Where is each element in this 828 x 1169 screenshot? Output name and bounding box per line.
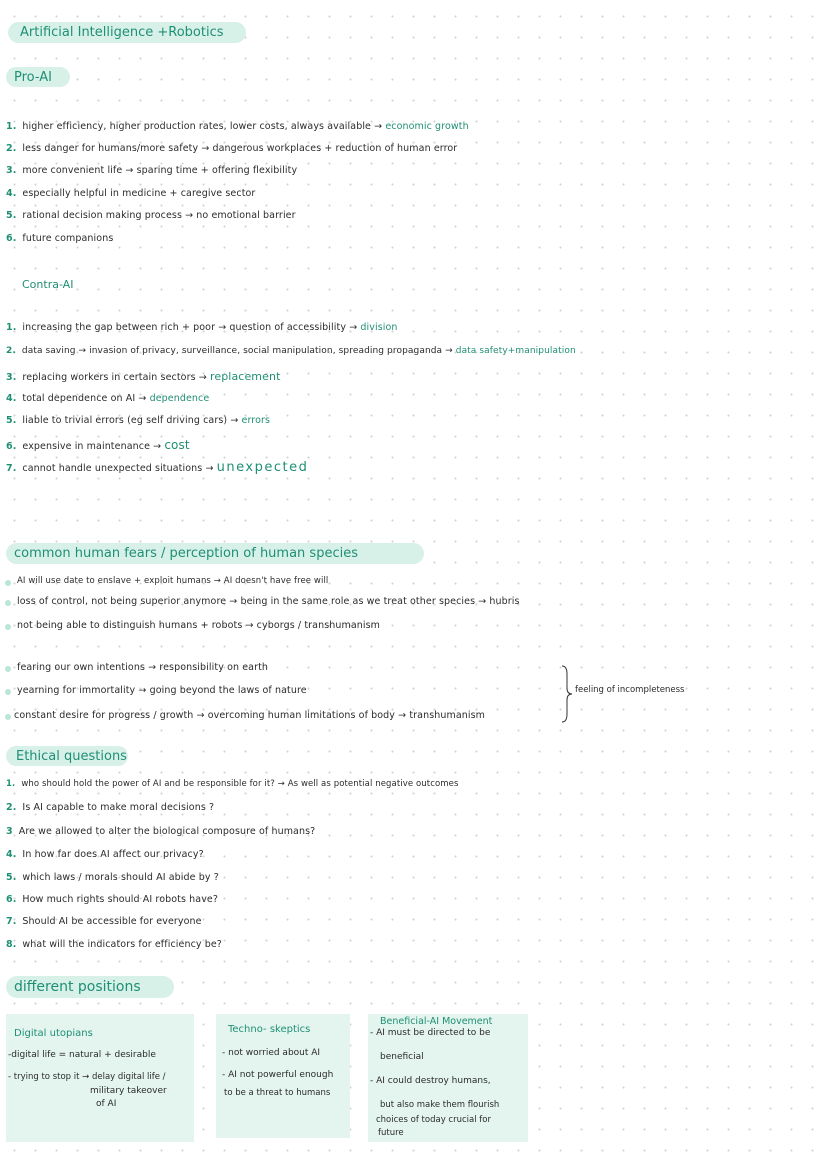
box-title: Digital utopians — [14, 1028, 93, 1039]
list-item: AI will use date to enslave + exploit humans → AI doesn't have free will — [17, 576, 329, 586]
list-item: 1. higher efficiency, higher production rates, lower costs, always available → economic growth — [6, 121, 469, 132]
list-item: 6. future companions — [6, 233, 114, 244]
digital-utopians-box — [6, 1014, 194, 1142]
bracket-icon — [560, 664, 574, 724]
box-line: military takeover — [90, 1086, 167, 1096]
ethical-heading: Ethical questions — [16, 749, 127, 764]
box-title: Beneficial-AI Movement — [380, 1016, 493, 1027]
list-item: 3. replacing workers in certain sectors → replacement — [6, 370, 281, 383]
list-item: 4. total dependence on AI → dependence — [6, 393, 210, 404]
pro-heading: Pro-AI — [14, 70, 52, 85]
bullet-icon — [5, 624, 11, 630]
list-item: constant desire for progress / growth → overcoming human limitations of body → transhumanism — [14, 710, 486, 721]
bullet-icon — [5, 666, 11, 672]
list-item: 5. which laws / morals should AI abide by ? — [6, 872, 219, 883]
box-line: beneficial — [380, 1052, 424, 1062]
techno-skeptics-box — [216, 1014, 350, 1138]
box-title: Techno- skeptics — [228, 1024, 311, 1035]
list-item: 2. Is AI capable to make moral decisions ? — [6, 802, 215, 813]
list-item: 5. liable to trivial errors (eg self driving cars) → errors — [6, 415, 271, 426]
positions-heading: different positions — [14, 979, 141, 995]
list-item: 7. cannot handle unexpected situations → unexpected — [6, 460, 309, 475]
list-item: 4. especially helpful in medicine + caregive sector — [6, 188, 256, 199]
list-item: 1. who should hold the power of AI and be responsible for it? → As well as potential negative outcomes — [6, 779, 459, 789]
box-line: - AI must be directed to be — [370, 1028, 491, 1038]
list-item: 7. Should AI be accessible for everyone — [6, 916, 202, 927]
page-title: Artificial Intelligence +Robotics — [20, 25, 224, 40]
box-line: of AI — [96, 1099, 117, 1109]
box-line: - AI not powerful enough — [222, 1070, 334, 1080]
box-line: choices of today crucial for — [376, 1115, 491, 1125]
bullet-icon — [5, 689, 11, 695]
contra-heading: Contra-AI — [22, 278, 74, 291]
list-item: 4. In how far does AI affect our privacy? — [6, 849, 204, 860]
bullet-icon — [5, 600, 11, 606]
list-item: yearning for immortality → going beyond the laws of nature — [17, 685, 307, 696]
box-line: to be a threat to humans — [224, 1088, 331, 1098]
box-line: - AI could destroy humans, — [370, 1076, 491, 1086]
list-item: 2. less danger for humans/more safety → dangerous workplaces + reduction of human error — [6, 143, 458, 154]
list-item: 3 Are we allowed to alter the biological composure of humans? — [6, 826, 316, 837]
bullet-icon — [5, 580, 11, 586]
list-item: not being able to distinguish humans + robots → cyborgs / transhumanism — [17, 620, 381, 631]
list-item: 5. rational decision making process → no emotional barrier — [6, 210, 296, 221]
beneficial-ai-box — [368, 1014, 528, 1142]
list-item: 3. more convenient life → sparing time + offering flexibility — [6, 165, 298, 176]
box-line: - not worried about AI — [222, 1048, 321, 1058]
list-item: 6. expensive in maintenance → cost — [6, 438, 190, 452]
box-line: - trying to stop it → delay digital life / — [8, 1072, 166, 1082]
bullet-icon — [5, 714, 11, 720]
list-item: loss of control, not being superior anymore → being in the same role as we treat other species → hubris — [17, 596, 520, 607]
list-item: 2. data saving → invasion of privacy, surveillance, social manipulation, spreading propaganda → data safety+manipulation — [6, 346, 576, 356]
list-item: 8. what will the indicators for efficiency be? — [6, 939, 222, 950]
bracket-note: feeling of incompleteness — [575, 685, 685, 695]
box-line: -digital life = natural + desirable — [8, 1050, 156, 1060]
list-item: 6. How much rights should AI robots have? — [6, 894, 219, 905]
box-line: but also make them flourish — [380, 1100, 500, 1110]
fears-heading: common human fears / perception of human species — [14, 546, 358, 561]
box-line: future — [378, 1128, 404, 1138]
list-item: 1. increasing the gap between rich + poor → question of accessibility → division — [6, 322, 398, 333]
list-item: fearing our own intentions → responsibility on earth — [17, 662, 269, 673]
